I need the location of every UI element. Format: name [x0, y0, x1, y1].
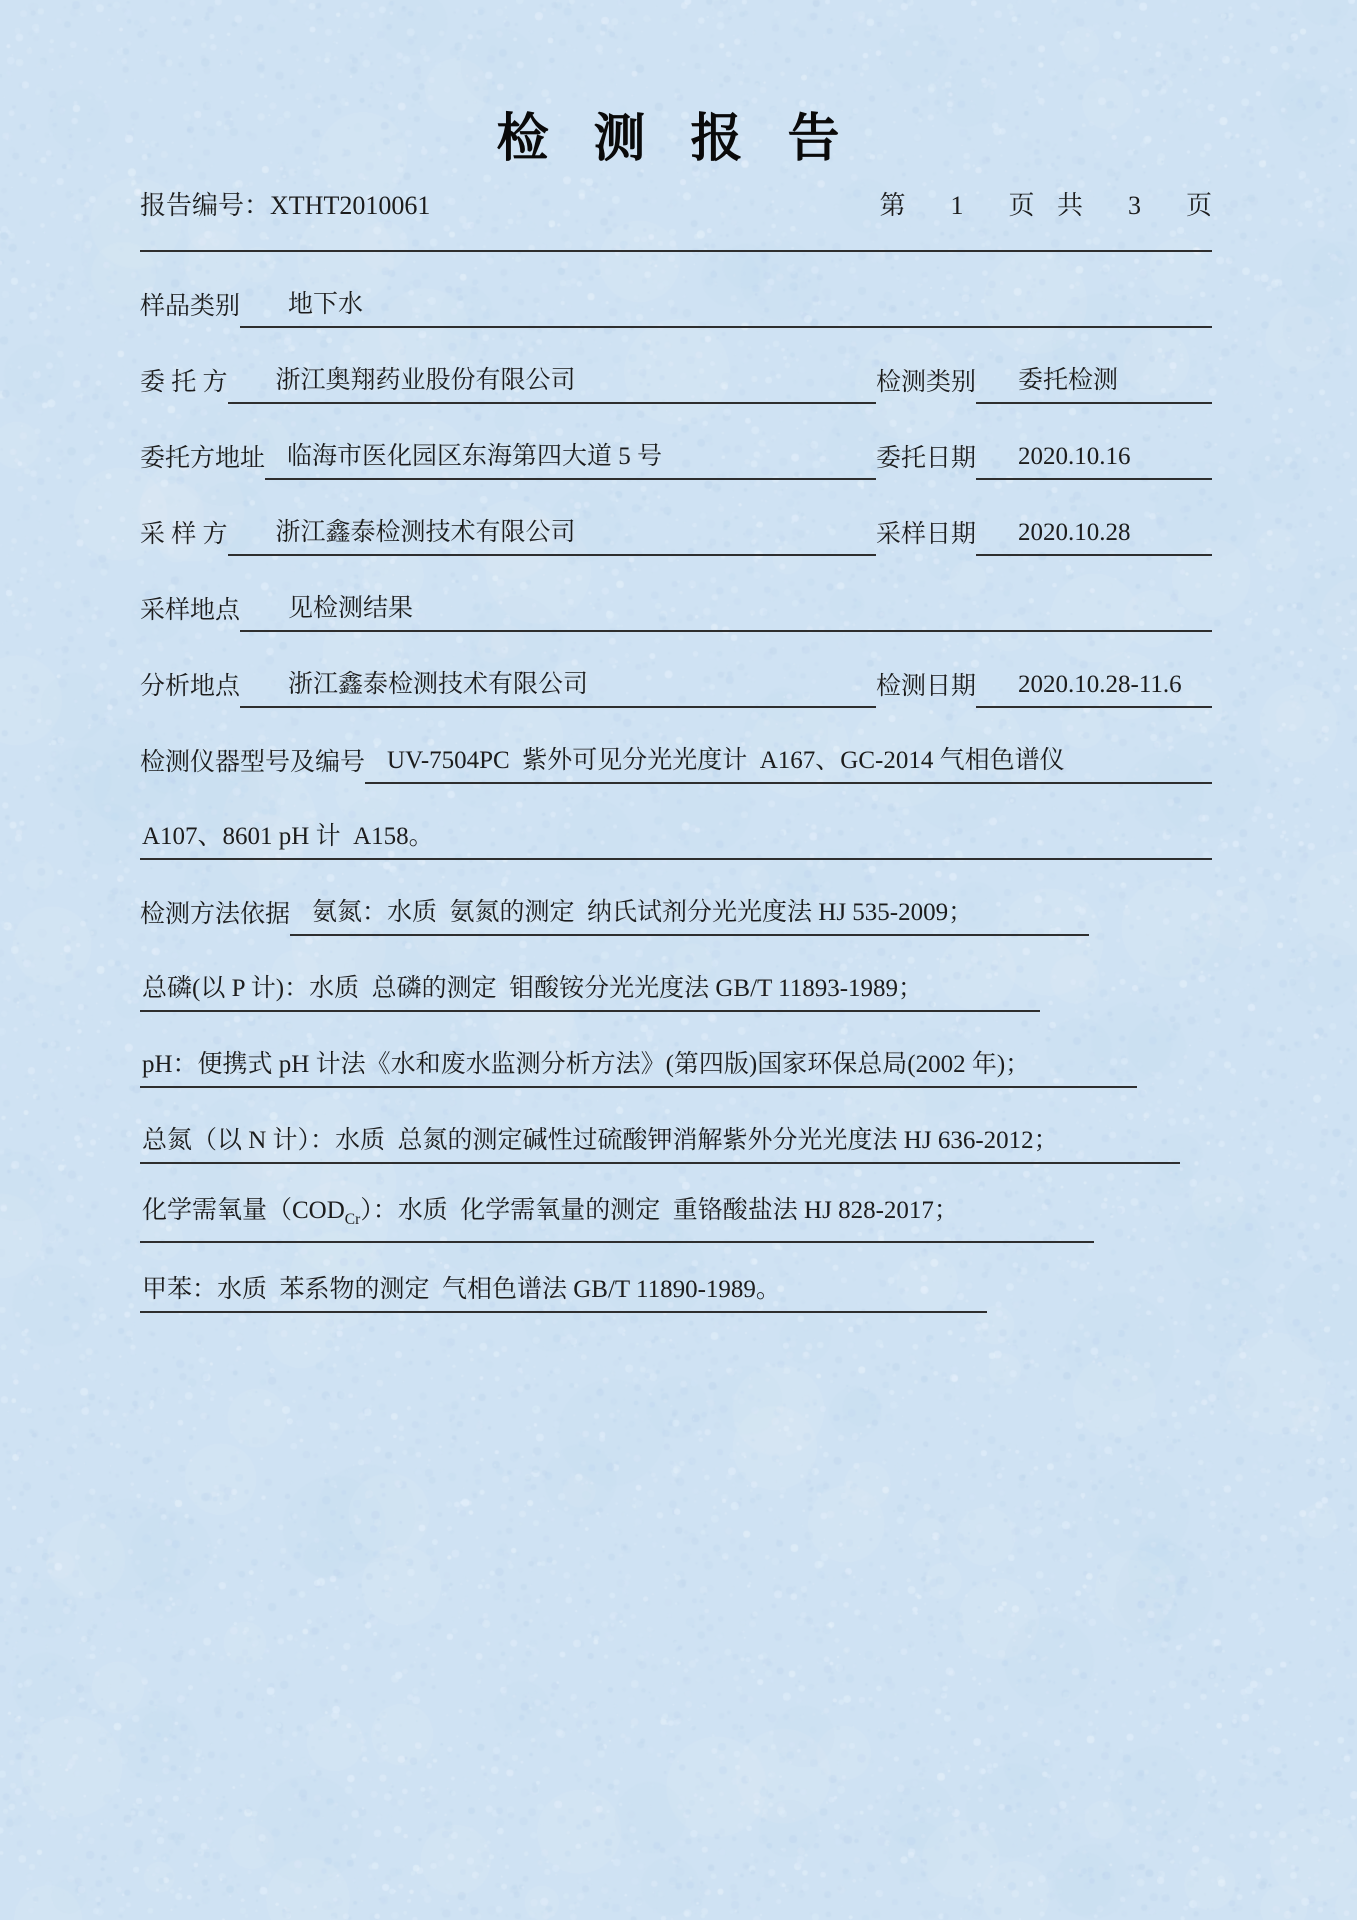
field-value: 地下水	[240, 288, 1212, 328]
method-line-toluene: 甲苯：水质 苯系物的测定 气相色谱法 GB/T 11890-1989。	[140, 1273, 987, 1313]
field-sampling-site	[140, 592, 1212, 632]
report-number	[140, 185, 430, 222]
field-sampling-party	[140, 516, 1212, 556]
cod-text-prefix: 化学需氧量（COD	[142, 1197, 345, 1224]
field-instruments-continued: A107、8601 pH 计 A158。	[140, 820, 1212, 860]
method-line-total-nitrogen: 总氮（以 N 计）：水质 总氮的测定碱性过硫酸钾消解紫外分光光度法 HJ 636-2012；	[140, 1124, 1180, 1164]
report-number-value: XTHT2010061	[270, 191, 431, 220]
field-value: 见检测结果	[240, 592, 1212, 632]
method-line-total-phosphorus: 总磷(以 P 计)：水质 总磷的测定 钼酸铵分光光度法 GB/T 11893-1989；	[140, 972, 1040, 1012]
field-client-address	[140, 440, 1212, 480]
field-methods	[140, 896, 1089, 936]
report-title: 检 测 报 告	[496, 111, 856, 168]
field-label: 检测日期	[875, 673, 976, 700]
field-label: 采样日期	[875, 521, 976, 548]
method-line-ammonia: 氨氮：水质 氨氮的测定 纳氏试剂分光光度法 HJ 535-2009；	[290, 896, 1089, 936]
field-value: 2020.10.28-11.6	[976, 668, 1212, 708]
field-value: 浙江鑫泰检测技术有限公司	[240, 668, 876, 708]
method-line-ph: pH：便携式 pH 计法《水和废水监测分析方法》(第四版)国家环保总局(2002 年)；	[140, 1048, 1137, 1088]
field-sample-type	[140, 288, 1212, 328]
field-value: 2020.10.28	[976, 516, 1212, 556]
report-header-row	[140, 185, 1212, 222]
header-divider	[140, 250, 1212, 252]
page-indicator: 第 1 页 共 3 页	[879, 191, 1212, 220]
field-value: 2020.10.16	[976, 440, 1212, 480]
field-client	[140, 364, 1212, 404]
field-value: 委托检测	[976, 364, 1212, 404]
field-label: 委 托 方	[140, 369, 228, 396]
field-label: 采样地点	[140, 597, 241, 624]
method-line-cod	[140, 1194, 1094, 1243]
field-label: 样品类别	[140, 293, 241, 320]
field-value: 浙江奥翔药业股份有限公司	[228, 364, 876, 404]
field-label: 检测仪器型号及编号	[140, 749, 366, 776]
cod-subscript: Cr	[344, 1211, 361, 1228]
cod-text-suffix: ）：水质 化学需氧量的测定 重铬酸盐法 HJ 828-2017；	[360, 1197, 959, 1224]
field-value: 临海市医化园区东海第四大道 5 号	[265, 440, 876, 480]
field-value: UV-7504PC 紫外可见分光光度计 A167、GC-2014 气相色谱仪	[365, 744, 1212, 784]
report-number-label: 报告编号：	[140, 191, 271, 220]
field-label: 采 样 方	[140, 521, 228, 548]
field-analysis-site	[140, 668, 1212, 708]
field-label: 检测方法依据	[140, 901, 291, 928]
field-label: 分析地点	[140, 673, 241, 700]
field-label: 委托日期	[875, 445, 976, 472]
field-instruments	[140, 744, 1212, 784]
field-label: 检测类别	[875, 369, 976, 396]
field-label: 委托方地址	[140, 445, 266, 472]
field-value: 浙江鑫泰检测技术有限公司	[228, 516, 876, 556]
